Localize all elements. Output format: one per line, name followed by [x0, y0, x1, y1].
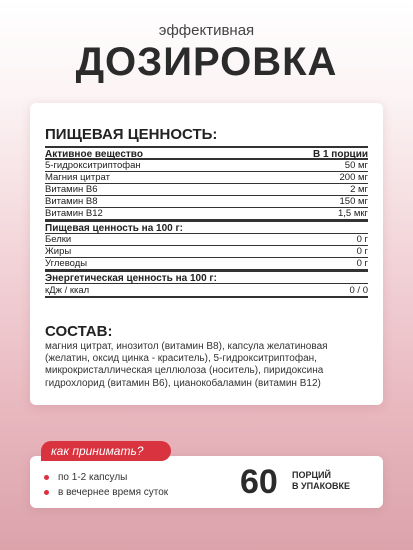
portions-label-line1: ПОРЦИЙ: [292, 470, 331, 480]
row-value: 0 г: [356, 258, 368, 269]
table-row: [45, 160, 368, 172]
header-subtitle: эффективная: [158, 22, 255, 39]
bullet-dot-icon: [44, 475, 49, 480]
table-row: [45, 196, 368, 208]
composition-title: СОСТАВ:: [45, 323, 113, 340]
portions-number: 60: [240, 463, 278, 501]
row-name: кДж / ккал: [45, 285, 90, 296]
per100-title: Пищевая ценность на 100 г:: [45, 223, 184, 234]
nutrition-table: [45, 146, 368, 298]
table-row: [45, 184, 368, 196]
row-name: Витамин В8: [45, 196, 98, 207]
usage-list: [44, 470, 168, 500]
table-row: [45, 284, 368, 298]
portions-label-line2: В УПАКОВКЕ: [292, 481, 351, 491]
row-name: Жиры: [45, 246, 72, 257]
list-item: [44, 470, 168, 485]
energy-header-row: [45, 270, 368, 284]
table-row: [45, 258, 368, 270]
how-to-take-label: как принимать?: [41, 441, 171, 461]
row-value: 150 мг: [339, 196, 368, 207]
nutrition-title: ПИЩЕВАЯ ЦЕННОСТЬ:: [45, 126, 218, 143]
row-value: 200 мг: [339, 172, 368, 183]
table-row: [45, 208, 368, 220]
energy-title: Энергетическая ценность на 100 г:: [45, 273, 217, 284]
row-value: 50 мг: [344, 160, 368, 171]
row-value: 2 мг: [350, 184, 368, 195]
usage-card: [30, 456, 383, 508]
row-name: Белки: [45, 234, 72, 245]
row-name: Магния цитрат: [45, 172, 110, 183]
table-row: [45, 234, 368, 246]
table-header-row: [45, 146, 368, 160]
list-item-text: по 1-2 капсулы: [58, 472, 128, 483]
bullet-dot-icon: [44, 490, 49, 495]
row-value: 1,5 мкг: [338, 208, 368, 219]
list-item-text: в вечернее время суток: [58, 487, 169, 498]
row-value: 0 / 0: [349, 285, 368, 296]
row-name: Углеводы: [45, 258, 88, 269]
nutrition-card: [30, 103, 383, 405]
table-row: [45, 246, 368, 258]
row-name: Витамин В6: [45, 184, 98, 195]
per100-header-row: [45, 220, 368, 234]
col-portion: В 1 порции: [312, 149, 368, 160]
row-name: Витамин В12: [45, 208, 103, 219]
page-title: ДОЗИРОВКА: [75, 40, 338, 84]
row-value: 0 г: [356, 246, 368, 257]
col-substance: Активное вещество: [45, 149, 143, 160]
list-item: [44, 485, 168, 500]
portions-label: [292, 470, 350, 492]
table-row: [45, 172, 368, 184]
composition-text: магния цитрат, инозитол (витамин В8), капсула желатиновая (желатин, оксид цинка - краситель), 5-гидрокситриптофан, микрокристаллическая целлюлоза (носитель), пиридоксина гидрохлорид (витамин В6), цианокобаламин (витамин В12): [45, 341, 328, 389]
row-value: 0 г: [356, 234, 368, 245]
row-name: 5-гидрокситриптофан: [45, 160, 141, 171]
